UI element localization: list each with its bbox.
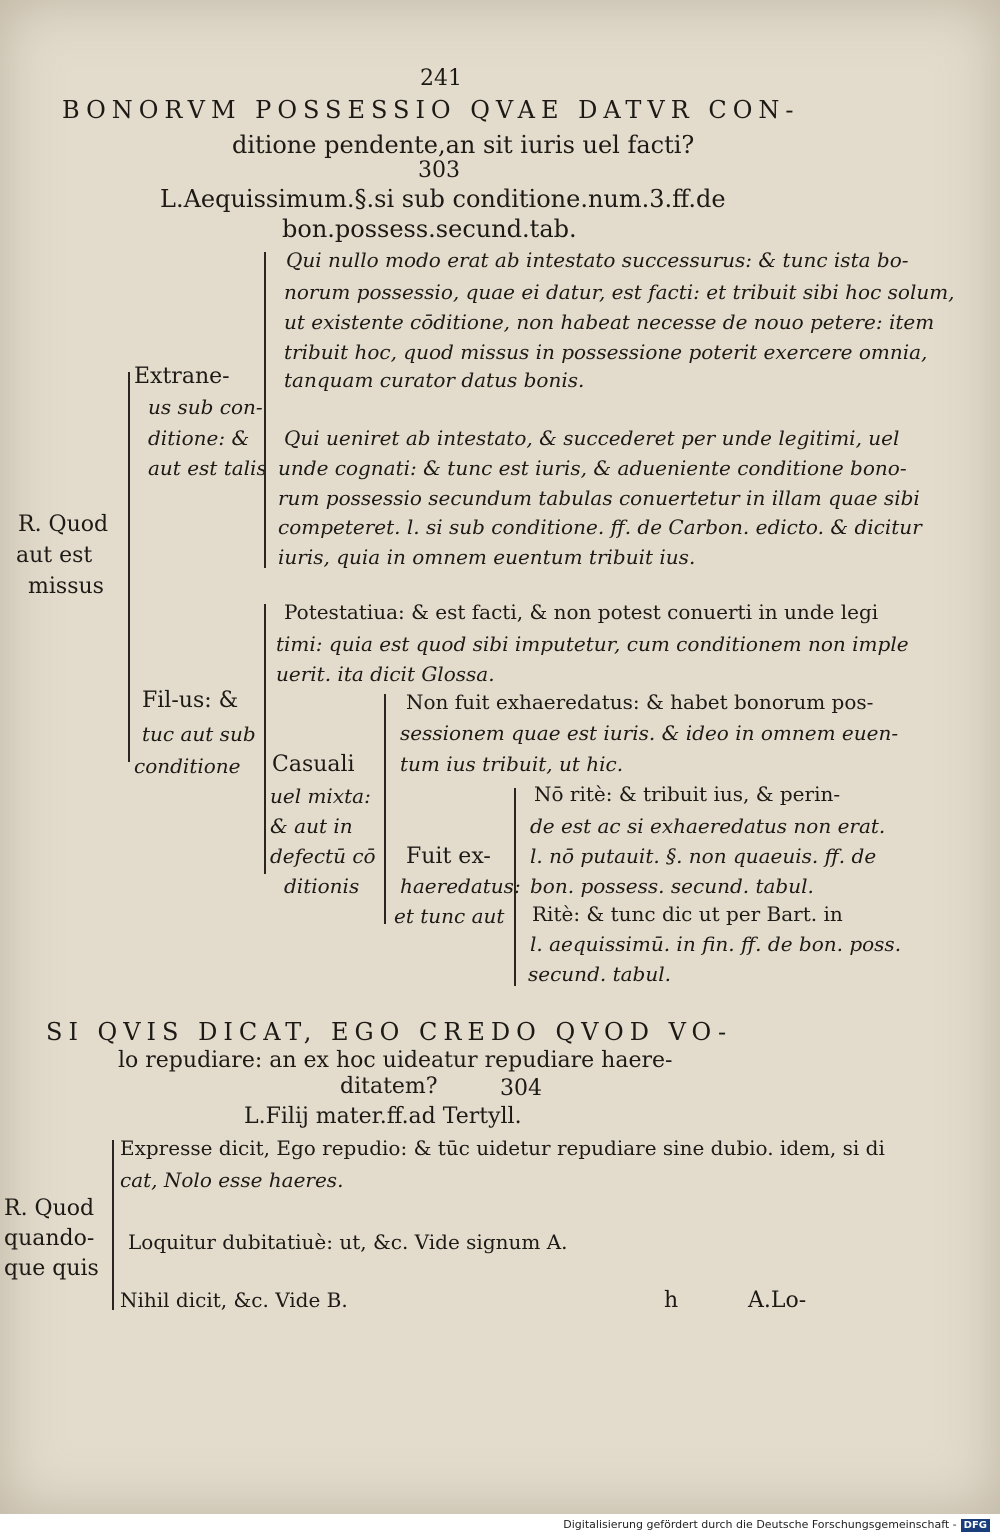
text-line: timi: quia est quod sibi imputetur, cum conditionem non imple [276,632,909,656]
citation-303-line2: bon.possess.secund.tab. [282,215,577,243]
brace-main-1 [128,372,130,762]
casuali-label-line: uel mixta: [270,784,371,808]
brace-fuit [514,788,516,986]
filius-label-line: Fil-us: & [142,688,239,713]
fuit-label-line: Fuit ex- [406,844,491,869]
text-line: competeret. l. si sub conditione. ff. de Carbon. edicto. & dicitur [278,515,922,539]
text-line: Potestatiua: & est facti, & non potest conuerti in unde legi [284,600,879,624]
section-heading-304-cont: lo repudiare: an ex hoc uideatur repudiare haere- [118,1048,673,1073]
text-line: Nō ritè: & tribuit ius, & perin- [534,782,841,806]
text-line: Ritè: & tunc dic ut per Bart. in [532,902,843,926]
text-line: Nihil dicit, &c. Vide B. [120,1288,348,1312]
answer-label-2-line: quando- [4,1226,95,1251]
answer-label-line: missus [28,574,104,599]
text-line: rum possessio secundum tabulas conuertetur in illam quae sibi [278,486,920,510]
casuali-label-line: defectū cō [270,844,376,868]
text-line: ut existente cōditione, non habeat necesse de nouo petere: item [284,310,935,334]
text-line: uerit. ita dicit Glossa. [276,662,495,686]
fuit-label-line: et tunc aut [394,904,505,928]
casuali-label-line: & aut in [270,814,353,838]
text-line: cat, Nolo esse haeres. [120,1168,344,1192]
fuit-label-line: haeredatus: [400,874,521,898]
text-line: Expresse dicit, Ego repudio: & tūc uidetur repudiare sine dubio. idem, si di [120,1136,885,1160]
brace-extraneus [264,252,266,568]
section-number-304: 304 [500,1076,542,1101]
catchword: A.Lo- [748,1288,807,1313]
section-heading-303-cont: ditione pendente,an sit iuris uel facti? [232,131,695,159]
answer-label-line: aut est [16,543,93,568]
answer-label-2-line: R. Quod [4,1196,95,1221]
text-line: l. aequissimū. in fin. ff. de bon. poss. [530,932,902,956]
citation-304: L.Filij mater.ff.ad Tertyll. [244,1104,522,1129]
text-line: bon. possess. secund. tabul. [530,874,814,898]
answer-label-line: R. Quod [18,512,109,537]
section-heading-304-end: ditatem? [340,1074,438,1099]
section-heading-303: BONORVM POSSESSIO QVAE DATVR CON- [62,96,800,124]
text-line: Qui ueniret ab intestato, & succederet per unde legitimi, uel [284,426,900,450]
extraneus-label-line: us sub con- [148,395,263,419]
footer-credit [563,1518,990,1532]
section-heading-304: SI QVIS DICAT, EGO CREDO QVOD VO- [46,1018,733,1046]
digitization-footer [0,1514,1000,1536]
text-line: norum possessio, quae ei datur, est facti: et tribuit sibi hoc solum, [284,280,955,304]
text-line: de est ac si exhaeredatus non erat. [530,814,886,838]
extraneus-label-line: aut est talis [148,456,267,480]
section-number-303: 303 [418,158,460,183]
extraneus-label-line: Extrane- [134,364,230,389]
brace-casuali [384,694,386,924]
text-line: sessionem quae est iuris. & ideo in omnem euen- [400,721,899,745]
footer-text: Digitalisierung gefördert durch die Deutsche Forschungsgemeinschaft - [563,1518,957,1531]
page-number: 241 [420,66,462,91]
text-line: tribuit hoc, quod missus in possessione poterit exercere omnia, [284,340,928,364]
text-line: tum ius tribuit, ut hic. [400,752,624,776]
dfg-logo-icon: DFG [961,1519,990,1532]
text-line: tanquam curator datus bonis. [284,368,585,392]
text-line: Non fuit exhaeredatus: & habet bonorum pos- [406,690,874,714]
text-line: unde cognati: & tunc est iuris, & adueniente conditione bono- [278,456,907,480]
casuali-label-line: ditionis [284,874,360,898]
casuali-label-line: Casuali [272,752,355,777]
text-line: iuris, quia in omnem euentum tribuit ius. [278,545,696,569]
signature-mark: h [664,1288,679,1313]
filius-label-line: conditione [134,754,241,778]
citation-303-line1: L.Aequissimum.§.si sub conditione.num.3.ff.de [160,185,726,213]
brace-304 [112,1140,114,1310]
extraneus-label-line: ditione: & [148,426,250,450]
text-line: secund. tabul. [528,962,671,986]
filius-label-line: tuc aut sub [142,722,256,746]
text-line: Loquitur dubitatiuè: ut, &c. Vide signum A. [128,1230,568,1254]
answer-label-2-line: que quis [4,1256,99,1281]
text-line: Qui nullo modo erat ab intestato successurus: & tunc ista bo- [286,248,909,272]
brace-filius [264,604,266,874]
text-line: l. nō putauit. §. non quaeuis. ff. de [530,844,877,868]
